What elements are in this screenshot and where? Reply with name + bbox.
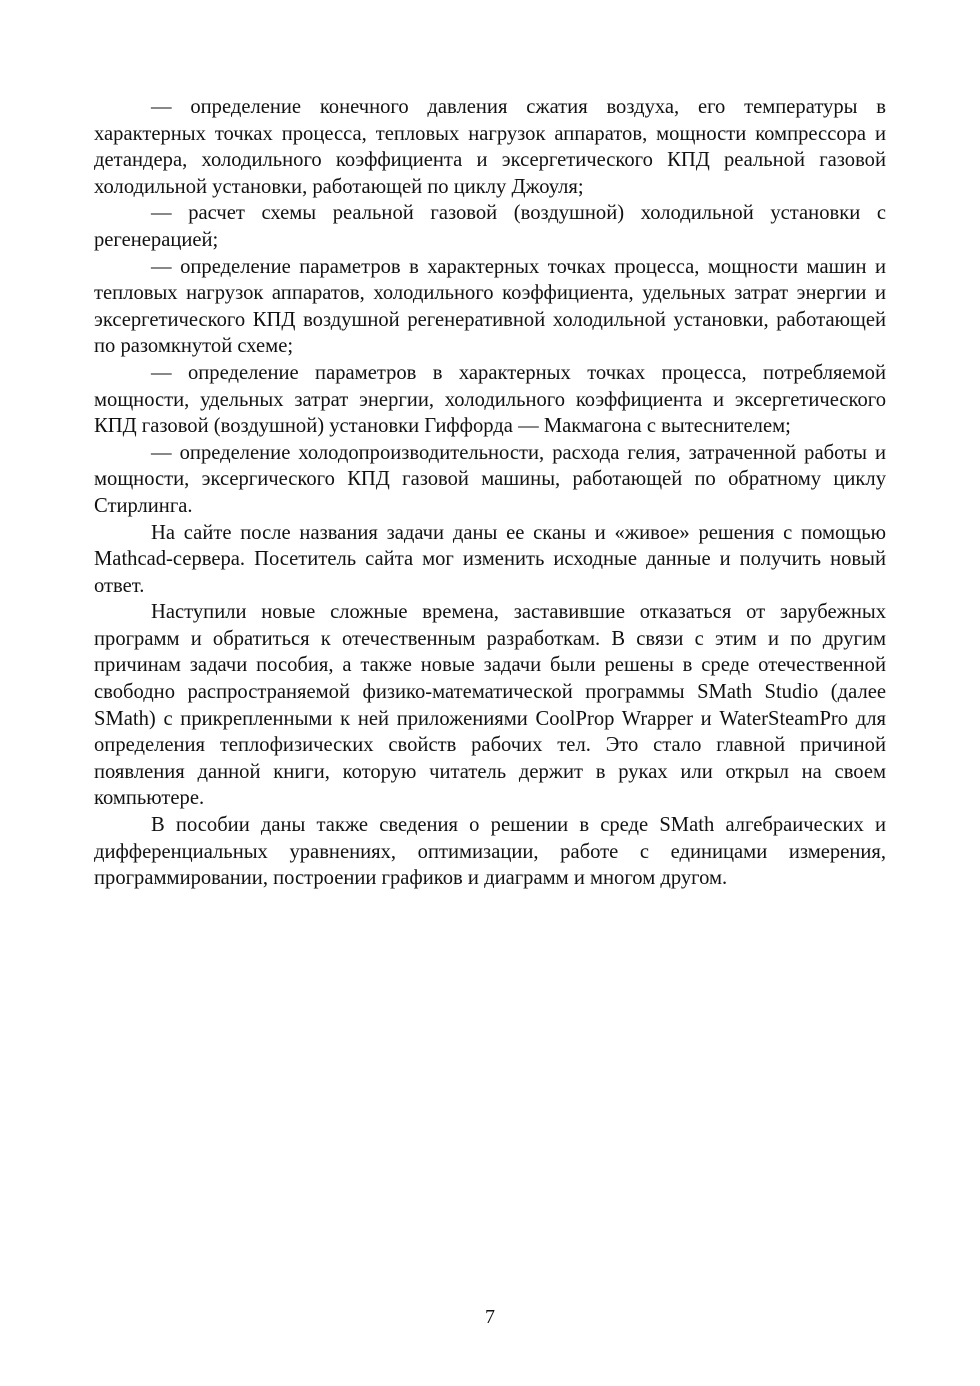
list-item-gifford-mcmahon: — определение параметров в характерных точках процесса, потребляемой мощности, удельных затрат энергии, холодильного коэффициента и эксергетического КПД газовой (воздушной) установки Гиффорда — Макмагона с вытеснителем; — [94, 361, 886, 438]
list-item-joule-cycle: — определение конечного давления сжатия воздуха, его температуры в характерных точках процесса, тепловых нагрузок аппаратов, мощности компрессора и детандера, холодильного коэффициента и эксергетического КПД реальной газовой холодильной установки, работающей по циклу Джоуля; — [94, 96, 886, 198]
paragraph-mathcad-server: На сайте после названия задачи даны ее сканы и «живое» решения с помощью Mathcad-сервера. Посетитель сайта мог изменить исходные данные и получить новый ответ. — [94, 521, 886, 597]
list-item-open-cycle: — определение параметров в характерных точках процесса, мощности машин и тепловых нагрузок аппаратов, холодильного коэффициента, удельных затрат энергии и эксергетического КПД воздушной регенеративной холодильной установки, работающей по разомкнутой схеме; — [94, 255, 886, 358]
paragraph-manual-contents: В пособии даны также сведения о решении в среде SMath алгебраических и дифференциальных уравнениях, оптимизации, работе с единицами измерения, программировании, построении графиков и диаграмм и многом другом. — [94, 814, 886, 890]
list-item-stirling-cycle: — определение холодопроизводительности, расхода гелия, затраченной работы и мощности, эксергического КПД газовой машины, работающей по обратному циклу Стирлинга. — [94, 441, 886, 517]
paragraph-smath-studio: Наступили новые сложные времена, заставившие отказаться от зарубежных программ и обратиться к отечественным разработкам. В связи с этим и по другим причинам задачи пособия, а также новые задачи были решены в среде отечественной свободно распространяемой физико-математической программы SMath Studio (далее SMath) с прикрепленными к ней приложениями CoolProp Wrapper и WaterSteamPro для определения теплофизических свойств рабочих тел. Это стало главной причиной появления данной книги, которую читатель держит в руках или открыл на своем компьютере. — [94, 601, 886, 810]
page-number: 7 — [485, 1306, 495, 1328]
list-item-regeneration-scheme: — расчет схемы реальной газовой (воздушной) холодильной установки с регенерацией; — [94, 202, 886, 251]
page-body — [94, 94, 886, 892]
